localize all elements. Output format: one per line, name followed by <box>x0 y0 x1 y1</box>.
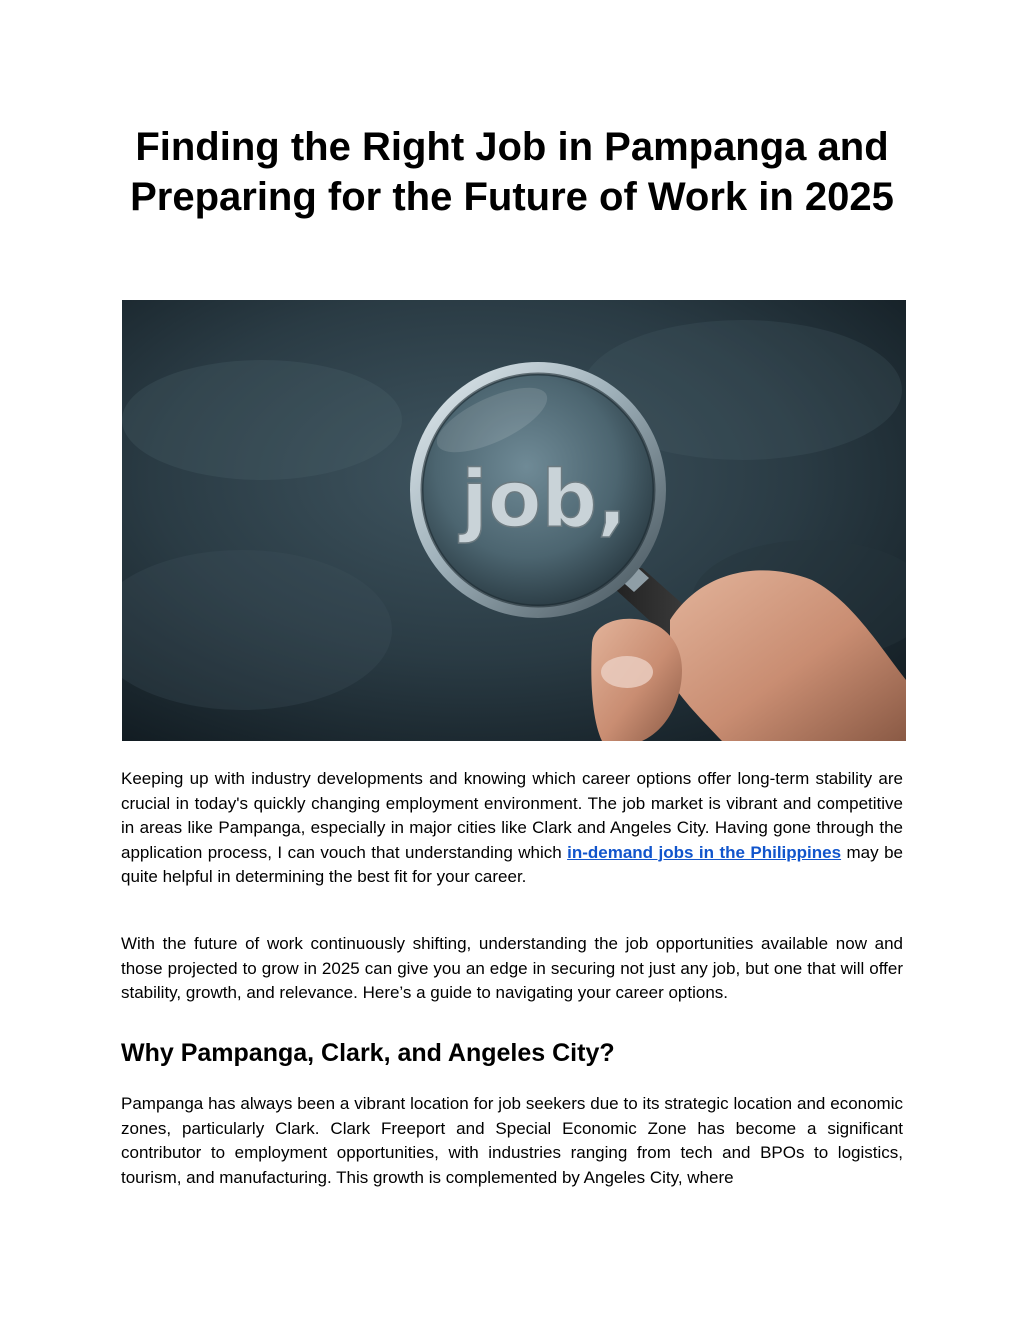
pampanga-paragraph: Pampanga has always been a vibrant location for job seekers due to its strategic location and economic zones, particularly Clark. Clark Freeport and Special Economic Zone has become a significant contributor to employment opportunities, with industries ranging from tech and BPOs to logistics, tourism, and manufacturing. This growth is complemented by Angeles City, where <box>121 1094 903 1187</box>
in-demand-jobs-link[interactable]: in-demand jobs in the Philippines <box>567 842 842 862</box>
document-title: Finding the Right Job in Pampanga and Preparing for the Future of Work in 2025 <box>130 125 894 219</box>
hero-image-magnifying-glass <box>122 300 906 741</box>
lens-text: job, <box>461 455 627 545</box>
intro-text-after-link: may be quite helpful in determining the best fit for your career. <box>121 842 903 886</box>
intro-paragraph <box>121 767 903 890</box>
intro-text-before-link: Keeping up with industry developments and knowing which career options offer long-term stability are crucial in today's quickly changing employment environment. The job market is vibrant and competitive in areas like Pampanga, especially in major cities like Clark and Angeles City. Having gone through the application process, I can vouch that understanding which <box>121 769 903 862</box>
future-of-work-paragraph: With the future of work continuously shifting, understanding the job opportunities available now and those projected to grow in 2025 can give you an edge in securing not just any job, but one that will offer stability, growth, and relevance. Here’s a guide to navigating your career options. <box>121 934 903 1002</box>
section-heading: Why Pampanga, Clark, and Angeles City? <box>121 1039 615 1067</box>
